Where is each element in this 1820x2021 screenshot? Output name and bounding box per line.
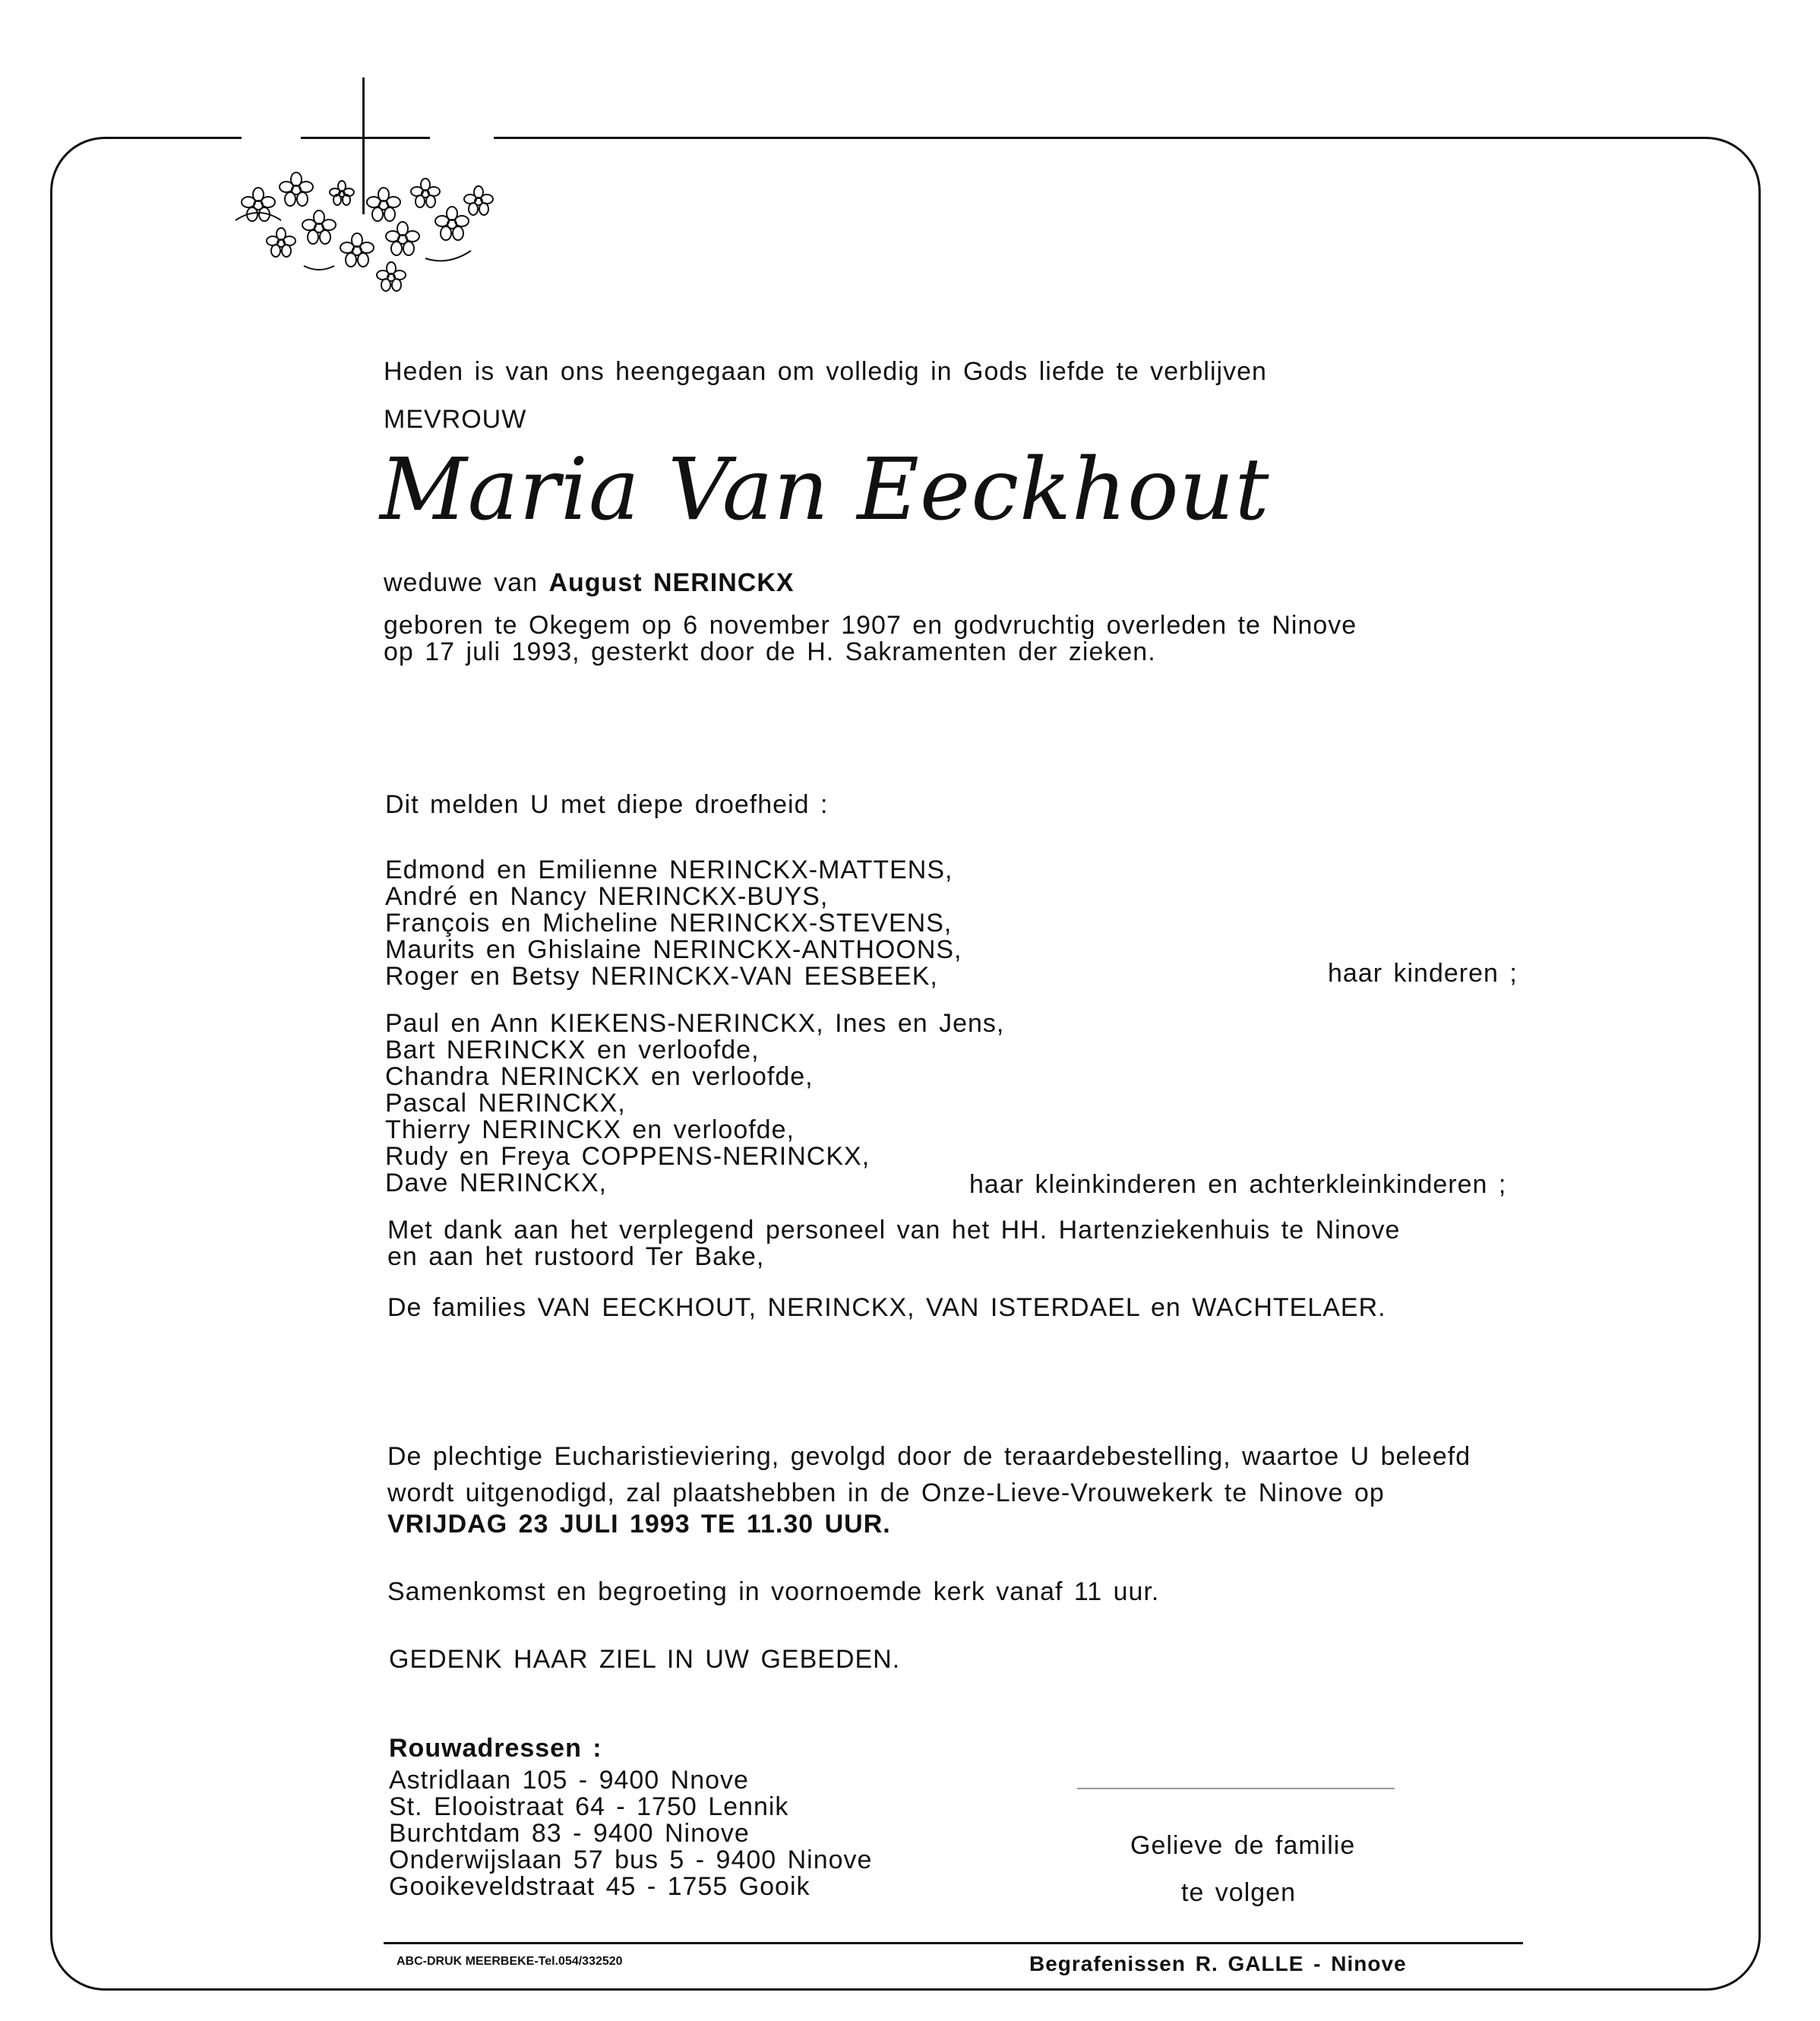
flower-garland-icon <box>228 160 501 296</box>
gathering-text: Samenkomst en begroeting in voornoemde kerk vanaf 11 uur. <box>387 1577 1160 1606</box>
deceased-name: Maria Van Eeckhout <box>380 441 1270 539</box>
undertaker-credit: Begrafenissen R. GALLE - Ninove <box>1029 1952 1407 1975</box>
border-gap-left <box>242 134 301 141</box>
list-item: Maurits en Ghislaine NERINCKX-ANTHOONS, <box>385 935 962 964</box>
announce-text: Dit melden U met diepe droefheid : <box>385 790 829 819</box>
families-text: De families VAN EECKHOUT, NERINCKX, VAN ISTERDAEL en WACHTELAER. <box>387 1293 1386 1322</box>
cross-horizontal <box>301 137 430 139</box>
addresses-title: Rouwadressen : <box>389 1734 602 1763</box>
widow-name: August NERINCKX <box>548 568 795 597</box>
ceremony-date: VRIJDAG 23 JULI 1993 TE 11.30 UUR. <box>387 1510 891 1539</box>
list-item: André en Nancy NERINCKX-BUYS, <box>385 882 829 911</box>
grandchildren-list <box>385 1010 1004 1197</box>
follow-rule <box>1077 1788 1395 1789</box>
list-item: Edmond en Emilienne NERINCKX-MATTENS, <box>385 856 953 884</box>
list-item: Thierry NERINCKX en verloofde, <box>385 1115 795 1144</box>
birth-death-block <box>384 612 1357 666</box>
thanks-block <box>387 1217 1400 1270</box>
birth-death-line: op 17 juli 1993, gesterkt door de H. Sakramenten der zieken. <box>384 637 1156 666</box>
footer-rule <box>384 1942 1523 1944</box>
list-item: Rudy en Freya COPPENS-NERINCKX, <box>385 1142 871 1171</box>
children-label: haar kinderen ; <box>1328 959 1518 988</box>
list-item: Dave NERINCKX, <box>385 1169 607 1197</box>
children-list <box>385 857 962 990</box>
list-item: Paul en Ann KIEKENS-NERINCKX, Ines en Jens, <box>385 1009 1005 1038</box>
follow-family-line: te volgen <box>1181 1878 1296 1907</box>
intro-text: Heden is van ons heengegaan om volledig in Gods liefde te verblijven <box>384 357 1267 386</box>
list-item: François en Micheline NERINCKX-STEVENS, <box>385 909 953 938</box>
list-item: Pascal NERINCKX, <box>385 1089 626 1118</box>
thanks-line: Met dank aan het verplegend personeel van het HH. Hartenziekenhuis te Ninove <box>387 1216 1401 1245</box>
widow-prefix: weduwe van <box>384 568 539 597</box>
birth-death-line: geboren te Okegem op 6 november 1907 en godvruchtig overleden te Ninove <box>384 611 1357 640</box>
address-line: Gooikeveldstraat 45 - 1755 Gooik <box>389 1872 810 1901</box>
follow-family-line: Gelieve de familie <box>1130 1831 1356 1860</box>
thanks-line: en aan het rustoord Ter Bake, <box>387 1242 765 1271</box>
address-line: St. Elooistraat 64 - 1750 Lennik <box>389 1792 789 1821</box>
ceremony-block <box>387 1438 1471 1511</box>
grandchildren-label: haar kleinkinderen en achterkleinkinderen ; <box>969 1170 1507 1199</box>
addresses-list <box>389 1767 872 1900</box>
address-line: Onderwijslaan 57 bus 5 - 9400 Ninove <box>389 1845 873 1874</box>
ceremony-line: wordt uitgenodigd, zal plaatshebben in de Onze-Lieve-Vrouwekerk te Ninove op <box>387 1479 1385 1507</box>
list-item: Bart NERINCKX en verloofde, <box>385 1036 760 1064</box>
salutation: MEVROUW <box>384 405 527 434</box>
address-line: Burchtdam 83 - 9400 Ninove <box>389 1819 750 1848</box>
list-item: Roger en Betsy NERINCKX-VAN EESBEEK, <box>385 962 938 991</box>
address-line: Astridlaan 105 - 9400 Nnove <box>389 1766 749 1795</box>
list-item: Chandra NERINCKX en verloofde, <box>385 1062 814 1091</box>
border-gap-right <box>430 134 494 141</box>
widow-line <box>384 568 795 597</box>
prayer-text: GEDENK HAAR ZIEL IN UW GEBEDEN. <box>389 1645 901 1674</box>
printer-credit: ABC-DRUK MEERBEKE-Tel.054/332520 <box>397 1955 623 1968</box>
ceremony-line: De plechtige Eucharistieviering, gevolgd door de teraardebestelling, waartoe U beleefd <box>387 1442 1471 1471</box>
